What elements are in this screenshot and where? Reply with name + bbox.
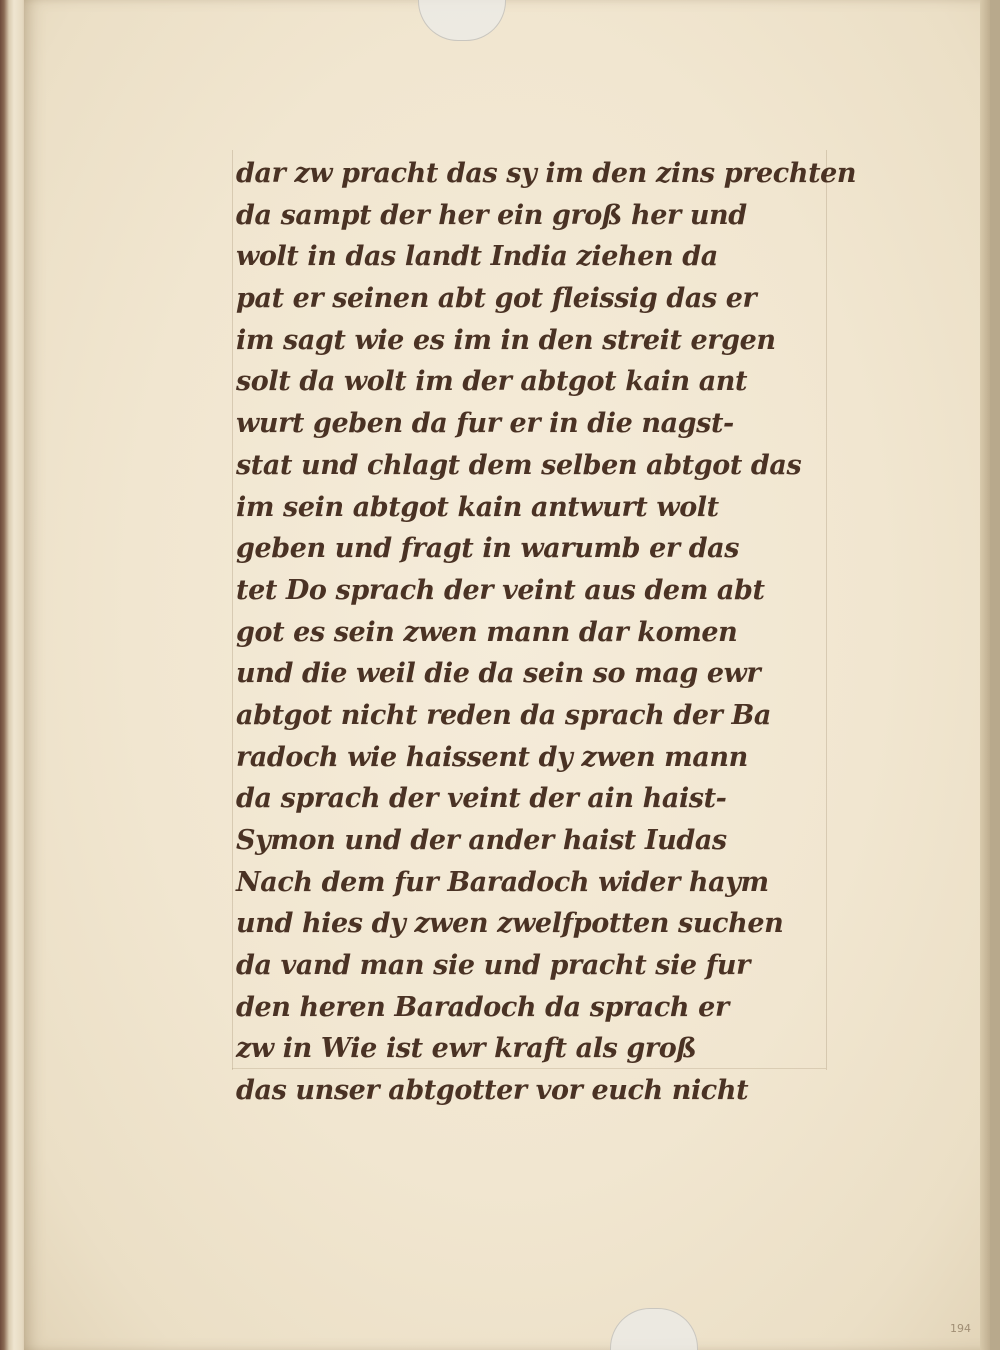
text-line: dar zw pracht das sy im den zins prechten xyxy=(236,158,857,189)
text-line: Nach dem fur Baradoch wider haym xyxy=(236,866,769,898)
text-line: da sprach der veint der ain haist- xyxy=(236,783,727,815)
text-line: da vand man sie und pracht sie fur xyxy=(236,950,750,982)
text-line: im sagt wie es im in den streit ergen xyxy=(236,324,776,356)
text-line: got es sein zwen mann dar komen xyxy=(236,616,738,648)
text-line: im sein abtgot kain antwurt wolt xyxy=(236,491,719,523)
left-ruling-line xyxy=(232,150,233,1070)
text-line: zw in Wie ist ewr kraft als groß xyxy=(236,1033,697,1065)
text-line: und hies dy zwen zwelfpotten suchen xyxy=(236,908,784,940)
binding-edge xyxy=(0,0,26,1350)
text-line: pat er seinen abt got fleissig das er xyxy=(236,283,757,315)
text-line: stat und chlagt dem selben abtgot das xyxy=(236,449,802,481)
text-line: und die weil die da sein so mag ewr xyxy=(236,658,761,690)
text-line: abtgot nicht reden da sprach der Ba xyxy=(236,699,771,731)
text-line: das unser abtgotter vor euch nicht xyxy=(236,1075,749,1107)
folio-number: 194 xyxy=(950,1322,971,1335)
text-line: wolt in das landt India ziehen da xyxy=(236,241,718,273)
text-line: den heren Baradoch da sprach er xyxy=(236,991,729,1023)
text-line: solt da wolt im der abtgot kain ant xyxy=(236,366,748,398)
text-line: Symon und der ander haist Iudas xyxy=(236,825,727,856)
text-line: tet Do sprach der veint aus dem abt xyxy=(236,574,765,606)
text-block xyxy=(236,153,857,1112)
page-right-edge xyxy=(980,0,990,1350)
text-line: wurt geben da fur er in die nagst- xyxy=(236,408,734,440)
text-line: da sampt der her ein groß her und xyxy=(236,199,747,231)
text-line: radoch wie haissent dy zwen mann xyxy=(236,741,748,773)
text-line: geben und fragt in warumb er das xyxy=(236,533,740,565)
